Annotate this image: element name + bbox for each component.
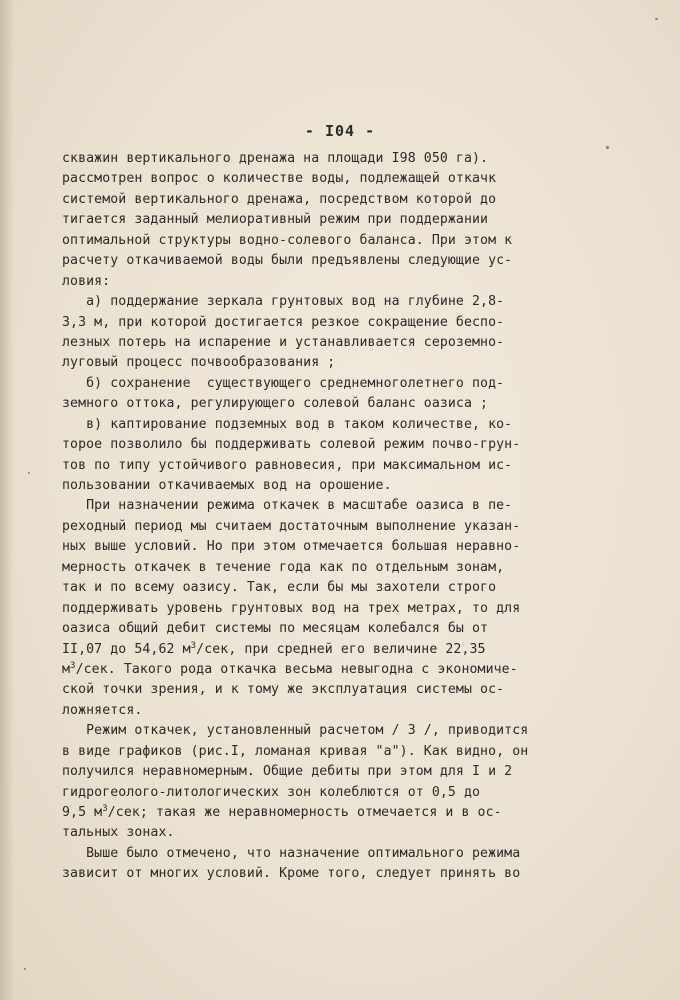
- text-line-content: системой вертикального дренажа, посредством которой до: [62, 191, 497, 207]
- text-line-content: а) поддержание зеркала грунтовых вод на глубине 2,8-: [62, 294, 505, 310]
- text-line: [62, 374, 528, 394]
- text-line-content: тигается заданный мелиоративный режим при поддержании: [62, 212, 489, 228]
- text-line-content: лезных потерь на испарение и устанавливается сероземно-: [62, 334, 505, 350]
- text-line-content: оазиса общий дебит системы по месяцам колебался бы от: [62, 621, 489, 637]
- text-line-content: зависит от многих условий. Кроме того, следует принять во: [62, 866, 521, 882]
- superscript-exponent: 3: [190, 640, 197, 651]
- text-line: [62, 517, 528, 537]
- text-line-content: так и по всему оазису. Так, если бы мы захотели строго: [62, 580, 497, 596]
- text-line: [62, 435, 528, 455]
- text-line: [62, 864, 528, 884]
- text-line-content: Выше было отмечено, что назначение оптимального режима: [62, 845, 521, 861]
- text-line-content: тов по типу устойчивого равновесия, при максимальном ис-: [62, 457, 513, 473]
- text-line: [62, 783, 528, 803]
- text-line-content: ложняется.: [62, 702, 143, 718]
- text-line: [62, 394, 528, 414]
- text-line-content: рассмотрен вопрос о количестве воды, подлежащей откачк: [62, 171, 497, 187]
- text-line: [62, 333, 528, 353]
- text-line: [62, 680, 528, 700]
- paper-speck: [655, 18, 658, 20]
- text-line: [62, 660, 528, 680]
- text-line: [62, 169, 528, 189]
- text-line: [62, 578, 528, 598]
- text-line-content: луговый процесс почвообразования ;: [62, 355, 336, 371]
- text-line: [62, 313, 528, 333]
- text-line-content: II,07 до 54,62 м: [62, 641, 191, 657]
- text-line-content: ловия:: [62, 273, 111, 289]
- text-line-content: земного оттока, регулирующего солевой баланс оазиса ;: [62, 396, 489, 412]
- text-line: [62, 456, 528, 476]
- text-line: [62, 537, 528, 557]
- text-line: [62, 251, 528, 271]
- body-text: [62, 149, 528, 885]
- text-line-content: б) сохранение существующего среднемноголетнего под-: [62, 375, 505, 391]
- text-line: [62, 803, 528, 823]
- text-line-content: Режим откачек, установленный расчетом / 3 /, приводится: [62, 723, 529, 739]
- paper-speck: [24, 968, 26, 970]
- text-line-content: расчету откачиваемой воды были предъявлены следующие ус-: [62, 253, 513, 269]
- text-line: [62, 415, 528, 435]
- text-line-content: скважин вертикального дренажа на площади I98 050 га).: [62, 151, 489, 166]
- page-edge-shadow: [0, 0, 14, 1000]
- text-line-content: мерность откачек в течение года как по отдельным зонам,: [62, 559, 505, 575]
- text-line: [62, 619, 528, 639]
- text-line-content: пользовании откачиваемых вод на орошение.: [62, 478, 392, 493]
- text-line: [62, 823, 528, 843]
- text-line-content: торое позволило бы поддерживать солевой режим почво-грун-: [62, 437, 521, 453]
- text-line-content: ных выше условий. Но при этом отмечается большая неравно-: [62, 539, 521, 555]
- superscript-exponent: 3: [102, 804, 108, 814]
- text-line-content: получился неравномерным. Общие дебиты при этом для I и 2: [62, 764, 513, 780]
- paper-speck: [28, 472, 30, 474]
- text-line-content: При назначении режима откачек в масштабе оазиса в пе-: [62, 498, 513, 514]
- text-line: [62, 210, 528, 230]
- text-line: [62, 558, 528, 578]
- text-line: [62, 496, 528, 516]
- text-line: [62, 292, 528, 312]
- text-line-content: 9,5 м: [62, 805, 103, 820]
- text-line-continuation: /сек, при средней его величине 22,35: [196, 641, 486, 657]
- text-line: [62, 353, 528, 373]
- text-line-content: реходный период мы считаем достаточным выполнение указан-: [62, 518, 521, 534]
- text-line: [62, 742, 528, 762]
- superscript-exponent: 3: [70, 660, 76, 671]
- text-line: [62, 149, 528, 169]
- text-line-content: в виде графиков (рис.I, ломаная кривая "а"). Как видно, он: [62, 743, 529, 759]
- text-line-content: гидрогеолого-литологических зон колеблются от 0,5 до: [62, 784, 481, 800]
- text-line-continuation: /сек. Такого рода откачка весьма невыгодна с экономиче-: [75, 661, 518, 677]
- text-line-content: 3,3 м, при которой достигается резкое сокращение беспо-: [62, 314, 505, 330]
- text-line: [62, 476, 528, 496]
- text-line: [62, 272, 528, 292]
- text-line: [62, 721, 528, 741]
- text-line-content: ской точки зрения, и к тому же эксплуатация системы ос-: [62, 682, 505, 698]
- text-line: [62, 762, 528, 782]
- paper-speck: [606, 146, 609, 149]
- text-line-continuation: /сек; такая же неравномерность отмечается и в ос-: [107, 805, 502, 820]
- text-line: [62, 844, 528, 864]
- text-line: [62, 640, 528, 660]
- text-line-content: оптимальной структуры водно-солевого баланса. При этом к: [62, 232, 513, 248]
- text-line: [62, 190, 528, 210]
- text-line-content: в) каптирование подземных вод в таком количестве, ко-: [62, 416, 513, 432]
- page-number: - I04 -: [304, 122, 376, 140]
- text-line-content: поддерживать уровень грунтовых вод на трех метрах, то для: [62, 600, 521, 616]
- text-line: [62, 599, 528, 619]
- text-line: [62, 231, 528, 251]
- text-line-content: м: [62, 661, 71, 677]
- text-line: [62, 701, 528, 721]
- text-line-content: тальных зонах.: [62, 825, 175, 841]
